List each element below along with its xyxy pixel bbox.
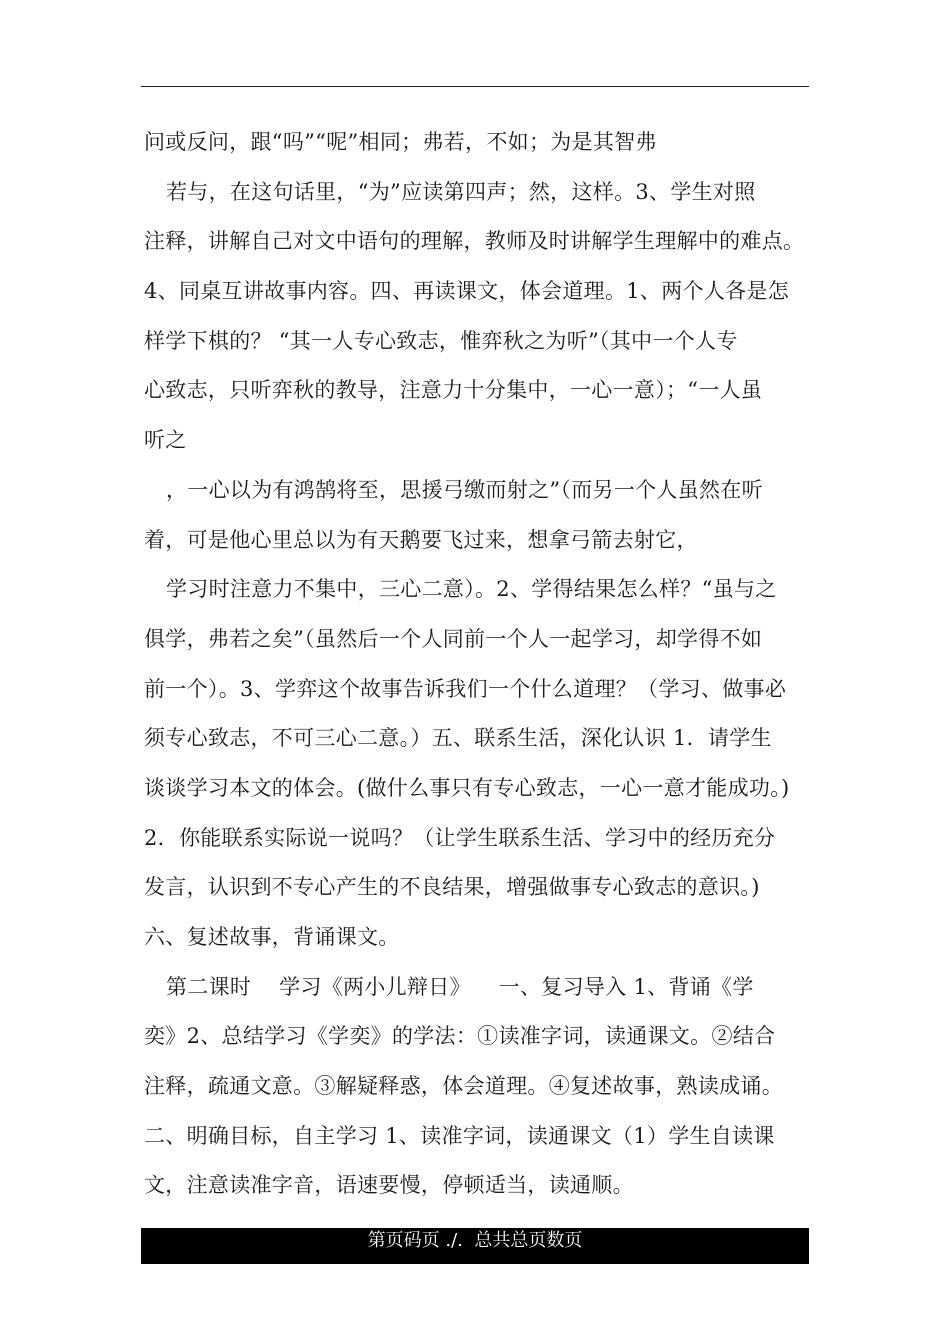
text-line: 谈谈学习本文的体会。(做什么事只有专心致志，一心一意才能成功。) xyxy=(144,775,790,800)
page-footer xyxy=(141,1228,809,1264)
text-line: 4、同桌互讲故事内容。四、再读课文，体会道理。1、两个人各是怎 xyxy=(144,279,790,304)
document-body xyxy=(144,118,808,1211)
text-line: 若与，在这句话里，“为”应读第四声；然，这样。3、学生对照 xyxy=(166,179,756,204)
text-line: 须专心致志，不可三心二意。）五、联系生活，深化认识 1．请学生 xyxy=(144,726,772,751)
text-line: 学习时注意力不集中，三心二意）。2、学得结果怎么样？“虽与之 xyxy=(166,577,777,602)
text-line: 2．你能联系实际说一说吗？（让学生联系生活、学习中的经历充分 xyxy=(144,825,776,850)
text-line: 二、明确目标，自主学习 1、读准字词，读通课文（1）学生自读课 xyxy=(144,1123,775,1148)
header-rule xyxy=(141,86,809,87)
text-line: 奕》2、总结学习《学奕》的学法：①读准字词，读通课文。②结合 xyxy=(144,1024,776,1049)
text-line: 注释，讲解自己对文中语句的理解，教师及时讲解学生理解中的难点。 xyxy=(144,229,805,254)
text-line: 文，注意读准字音，语速要慢，停顿适当，读通顺。 xyxy=(144,1173,634,1198)
text-line: 样学下棋的？ “其一人专心致志，惟弈秋之为听”（其中一个人专 xyxy=(144,328,738,353)
text-line: 前一个）。3、学弈这个故事告诉我们一个什么道理？（学习、做事必 xyxy=(144,676,787,701)
text-line: 听之 xyxy=(144,428,187,453)
text-line: 注释，疏通文意。③解疑释惑，体会道理。④复述故事，熟读成诵。 xyxy=(144,1074,783,1099)
text-line: 六、复述故事，背诵课文。 xyxy=(144,925,400,949)
text-line: 发言，认识到不专心产生的不良结果，增强做事专心致志的意识。) xyxy=(144,875,760,900)
page-number-label: 第页码页 ./. 总共总页数页 xyxy=(367,1230,583,1251)
text-line: 问或反问，跟“吗”“呢”相同；弗若，不如；为是其智弗 xyxy=(144,130,657,154)
text-line: 俱学，弗若之矣”（虽然后一个人同前一个人一起学习，却学得不如 xyxy=(144,626,763,651)
text-line: 着，可是他心里总以为有天鹅要飞过来，想拿弓箭去射它， xyxy=(144,527,698,552)
text-line: 第二课时 学习《两小儿辩日》 一、复习导入 1、背诵《学 xyxy=(166,974,754,999)
text-line: 心致志，只听弈秋的教导，注意力十分集中，一心一意）；“一人虽 xyxy=(144,378,763,403)
text-line: ，一心以为有鸿鹄将至，思援弓缴而射之”（而另一个人虽然在听 xyxy=(166,477,763,502)
